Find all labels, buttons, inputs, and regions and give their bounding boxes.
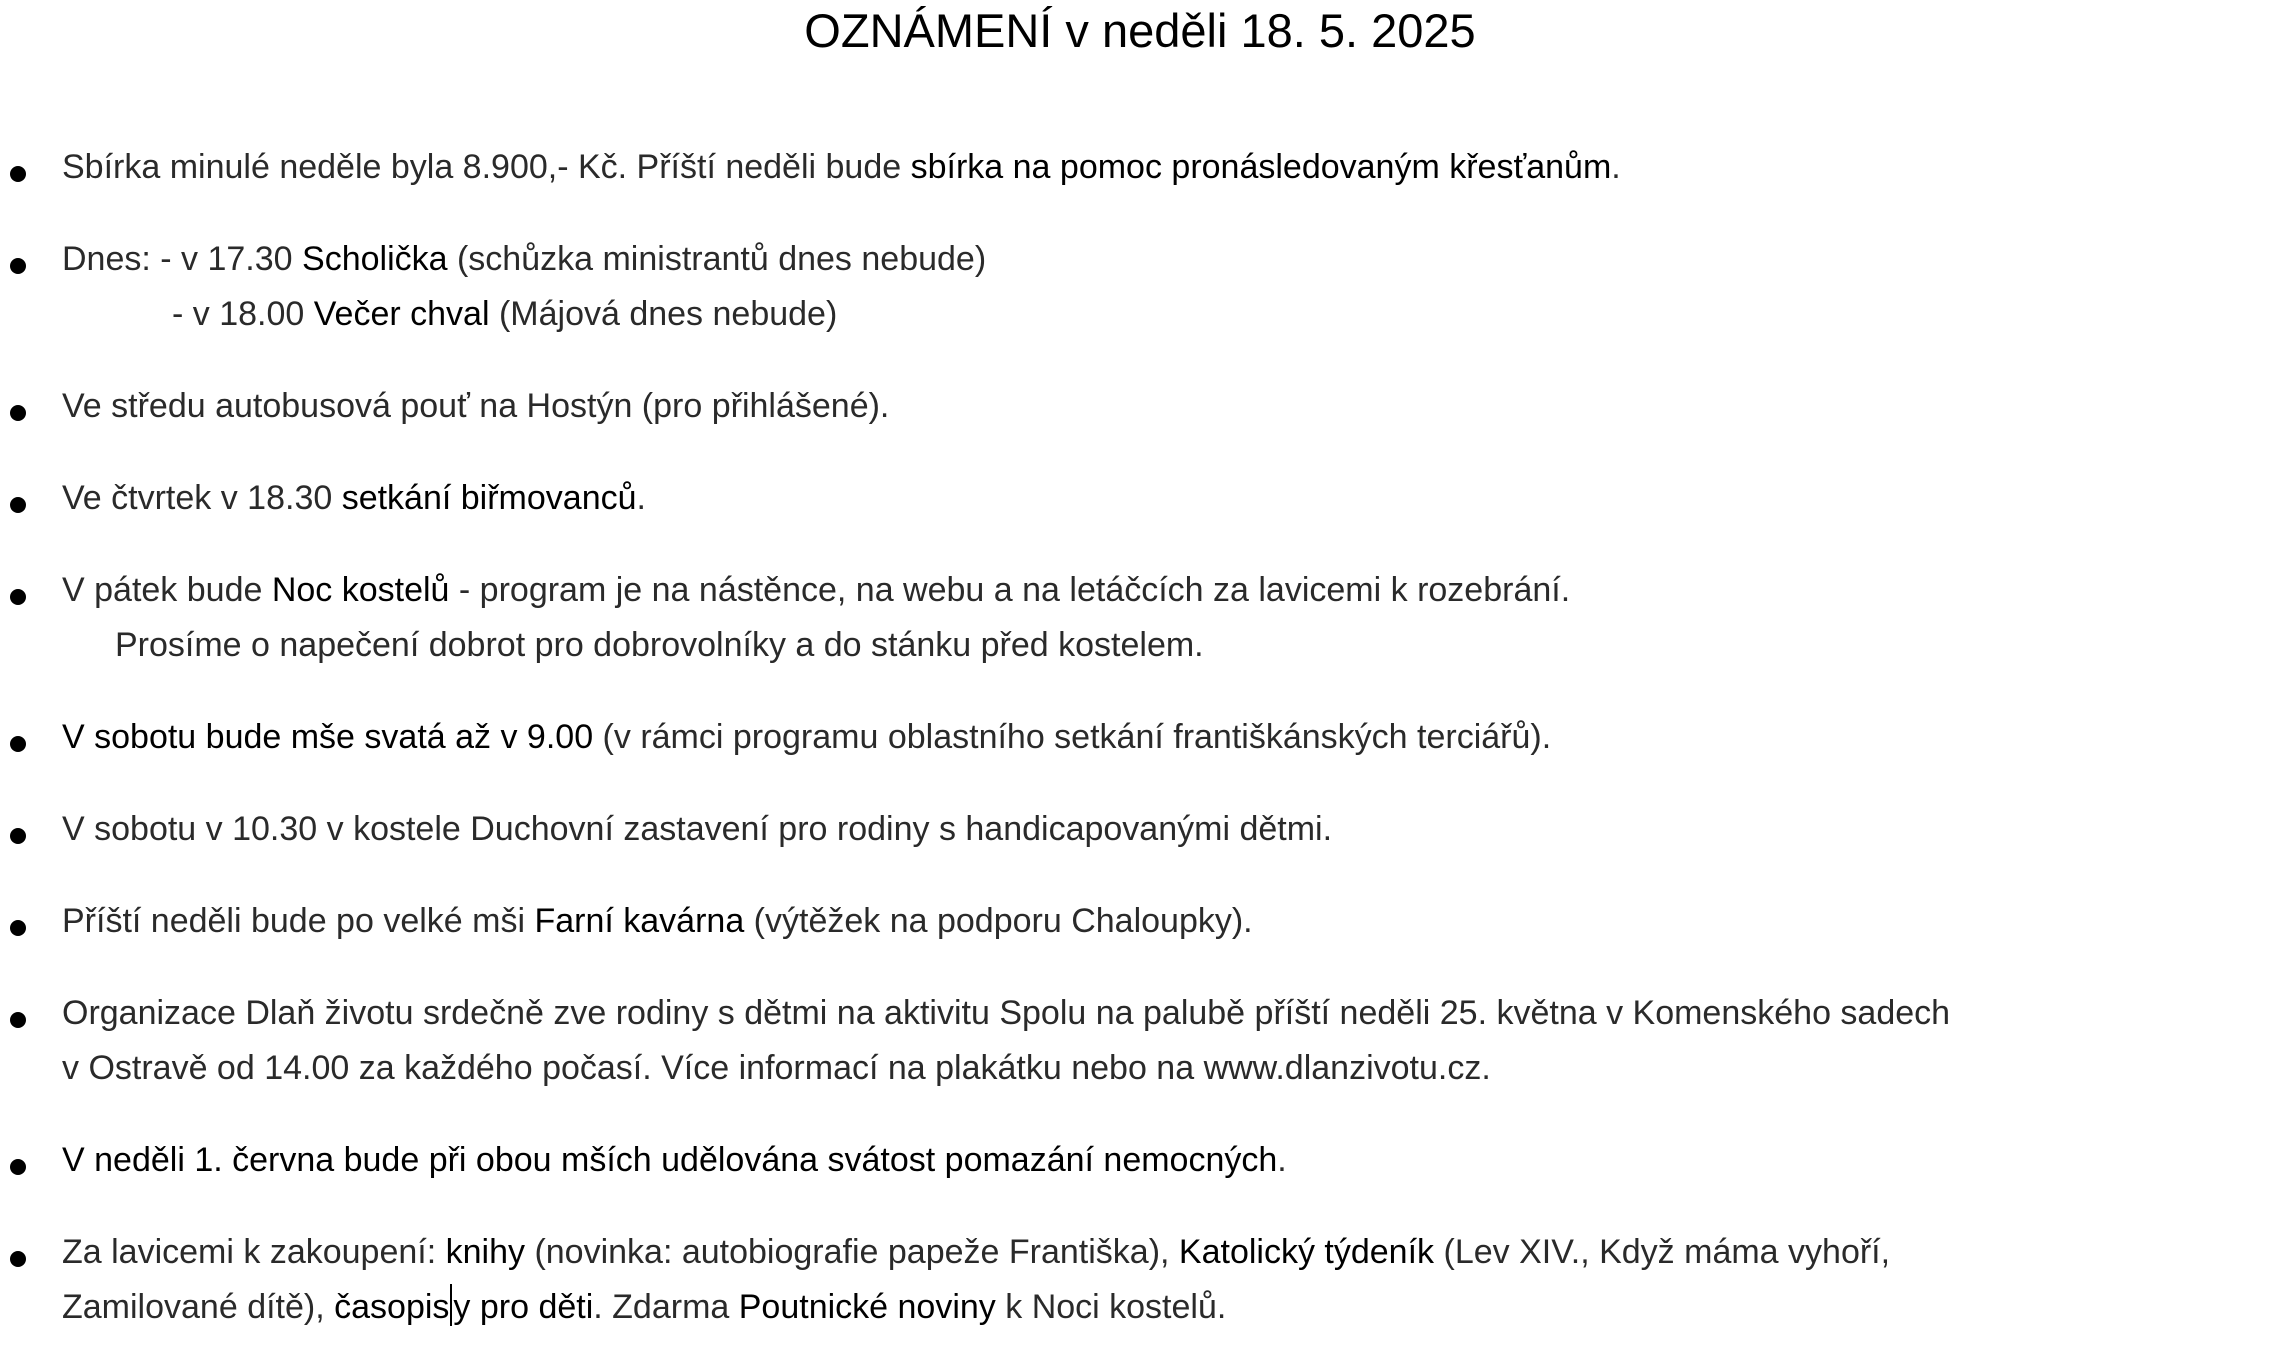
bullet-icon — [10, 736, 26, 752]
bullet-icon — [10, 828, 26, 844]
bullet-icon — [10, 1159, 26, 1175]
bullet-icon — [10, 1012, 26, 1028]
bullet-icon — [10, 258, 26, 274]
bullet-icon — [10, 405, 26, 421]
page-title: OZNÁMENÍ v neděli 18. 5. 2025 — [804, 4, 1476, 57]
bullet-icon — [10, 166, 26, 182]
bullet-icon — [10, 920, 26, 936]
bullet-icon — [10, 589, 26, 605]
bullet-icon — [10, 497, 26, 513]
bullet-icon — [10, 1251, 26, 1267]
